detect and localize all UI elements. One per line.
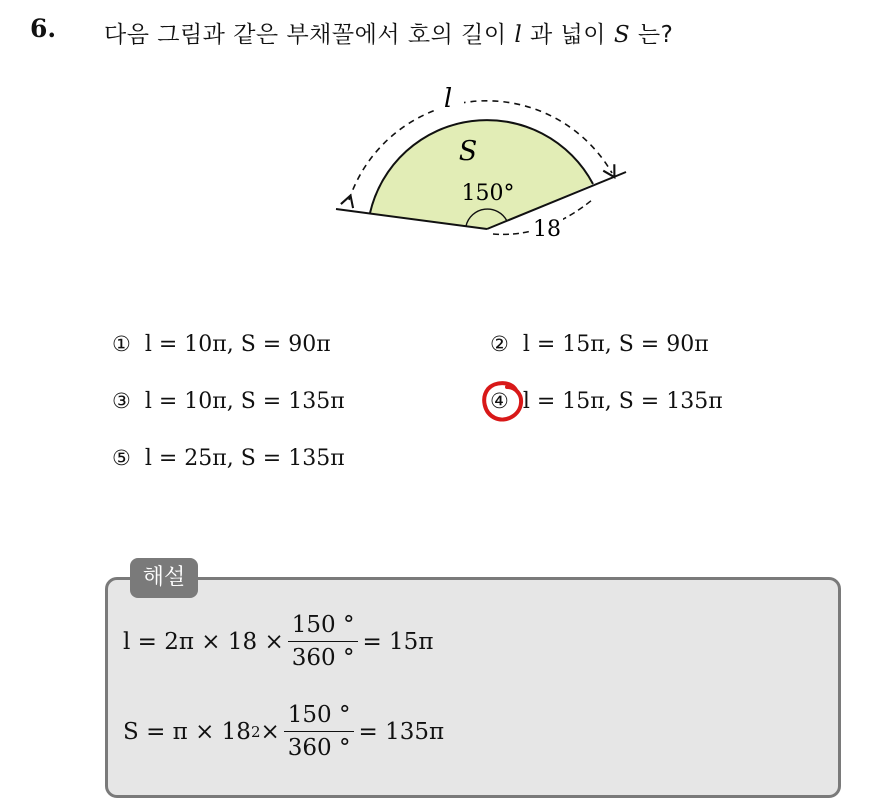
radius-label: 18 bbox=[533, 217, 561, 242]
question-number: 6. bbox=[30, 14, 57, 43]
eq2-numerator: 150 ° bbox=[284, 702, 355, 732]
eq2-exponent: 2 bbox=[250, 722, 261, 741]
eq2-times: × bbox=[260, 718, 280, 745]
choice-3-text: l = 10π, S = 135π bbox=[144, 389, 345, 414]
question-text-part1: 다음 그림과 같은 부채꼴에서 호의 길이 bbox=[104, 22, 515, 48]
choice-4-text: l = 15π, S = 135π bbox=[522, 389, 723, 414]
answer-circle-mark bbox=[478, 376, 528, 426]
question-text-part3: 는? bbox=[630, 22, 674, 48]
choice-4-mark: ④ bbox=[490, 389, 509, 413]
solution-box bbox=[105, 577, 841, 798]
eq2-lhs: S = π × 18 bbox=[123, 718, 251, 745]
eq2-denominator: 360 ° bbox=[287, 735, 351, 761]
question-var-s: S bbox=[613, 22, 631, 48]
choice-2-mark: ② bbox=[490, 332, 509, 356]
choice-1-mark: ① bbox=[112, 332, 131, 356]
choice-2-text: l = 15π, S = 90π bbox=[522, 332, 709, 357]
eq2-rhs: = 135π bbox=[358, 718, 445, 745]
solution-equation-area bbox=[123, 702, 444, 761]
eq2-fraction bbox=[284, 702, 355, 761]
eq1-numerator: 150 ° bbox=[288, 612, 359, 642]
choice-1[interactable] bbox=[112, 332, 331, 357]
eq1-rhs: = 15π bbox=[362, 628, 434, 655]
solution-equation-arc bbox=[123, 612, 433, 671]
question-text-part2: 과 넓이 bbox=[522, 22, 614, 48]
eq1-lhs: l = 2π × 18 × bbox=[123, 628, 284, 655]
eq1-fraction bbox=[288, 612, 359, 671]
eq1-denominator: 360 ° bbox=[291, 645, 355, 671]
sector-fill bbox=[370, 120, 593, 229]
choice-2[interactable] bbox=[490, 332, 709, 357]
question-var-l: l bbox=[514, 22, 523, 48]
solution-tag: 해설 bbox=[130, 558, 198, 598]
choice-5[interactable] bbox=[112, 446, 345, 471]
angle-label: 150° bbox=[461, 181, 515, 206]
choice-5-text: l = 25π, S = 135π bbox=[144, 446, 345, 471]
area-label: S bbox=[458, 136, 478, 167]
sector-figure bbox=[320, 78, 640, 248]
choice-3[interactable] bbox=[112, 389, 345, 414]
arc-label: l bbox=[443, 84, 453, 114]
choice-3-mark: ③ bbox=[112, 389, 131, 413]
question-text bbox=[104, 16, 673, 49]
choice-5-mark: ⑤ bbox=[112, 446, 131, 470]
choice-1-text: l = 10π, S = 90π bbox=[144, 332, 331, 357]
